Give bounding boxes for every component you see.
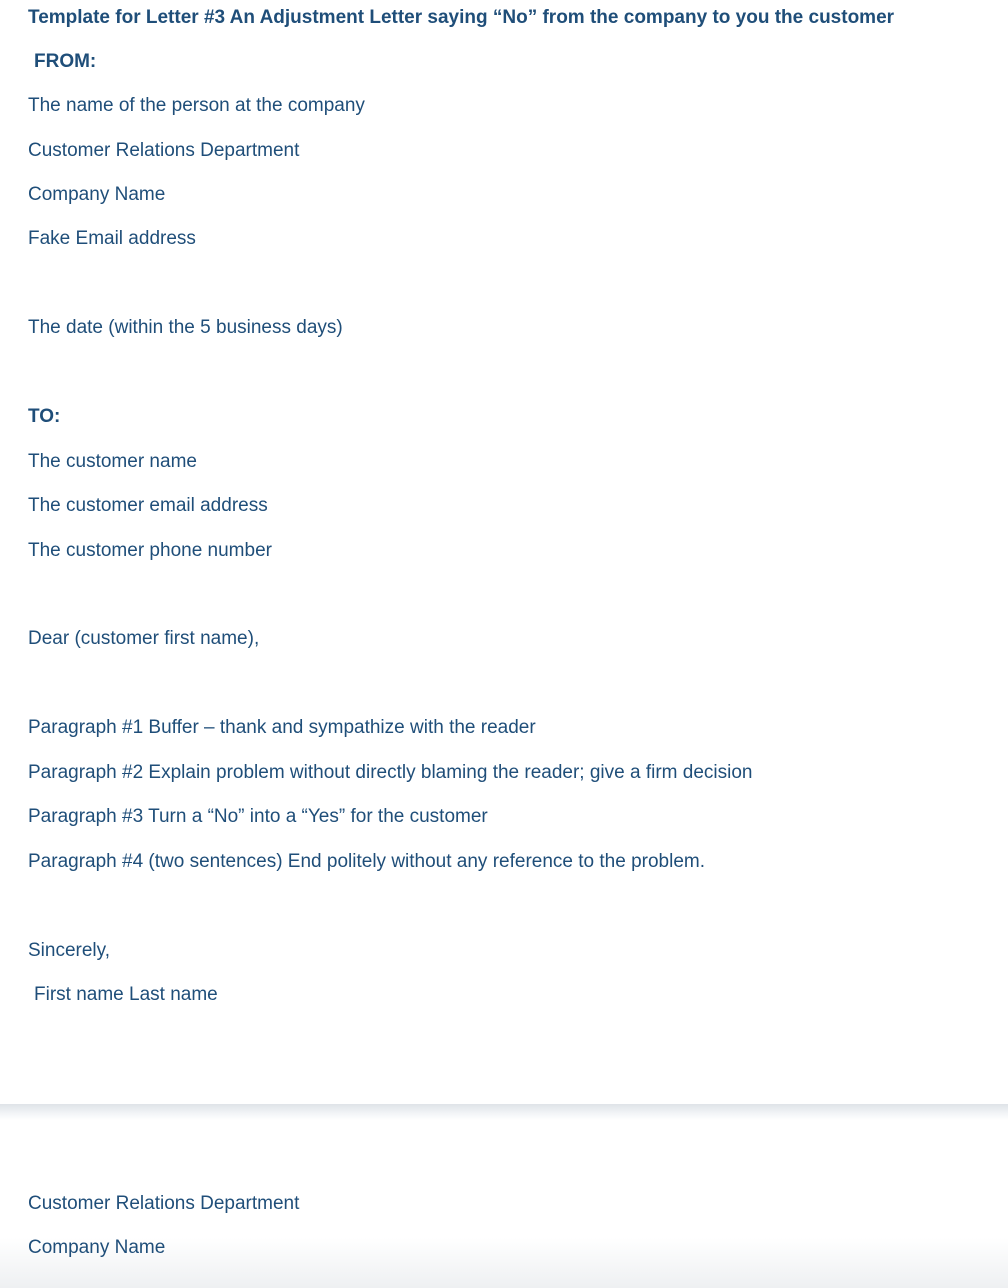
signature: First name Last name [34, 984, 218, 1005]
document-page-2 [0, 1120, 1008, 1288]
to-heading: TO: [28, 406, 61, 427]
page2-line-department: Customer Relations Department [28, 1193, 300, 1214]
from-heading: FROM: [34, 51, 97, 72]
document-title: Template for Letter #3 An Adjustment Letter saying “No” from the company to you the customer [28, 7, 895, 28]
salutation: Dear (customer first name), [28, 628, 260, 649]
page-break [0, 1104, 1008, 1120]
paragraph-4: Paragraph #4 (two sentences) End politely without any reference to the problem. [28, 851, 705, 872]
from-line-sender-name: The name of the person at the company [28, 95, 365, 116]
closing: Sincerely, [28, 940, 111, 961]
from-line-department: Customer Relations Department [28, 140, 300, 161]
paragraph-2: Paragraph #2 Explain problem without directly blaming the reader; give a firm decision [28, 762, 753, 783]
date-line: The date (within the 5 business days) [28, 317, 343, 338]
to-line-customer-email: The customer email address [28, 495, 268, 516]
to-line-customer-name: The customer name [28, 451, 197, 472]
from-line-company: Company Name [28, 184, 166, 205]
paragraph-3: Paragraph #3 Turn a “No” into a “Yes” for the customer [28, 806, 488, 827]
to-line-customer-phone: The customer phone number [28, 540, 272, 561]
from-line-email: Fake Email address [28, 228, 196, 249]
page2-line-company: Company Name [28, 1237, 166, 1258]
paragraph-1: Paragraph #1 Buffer – thank and sympathize with the reader [28, 717, 536, 738]
